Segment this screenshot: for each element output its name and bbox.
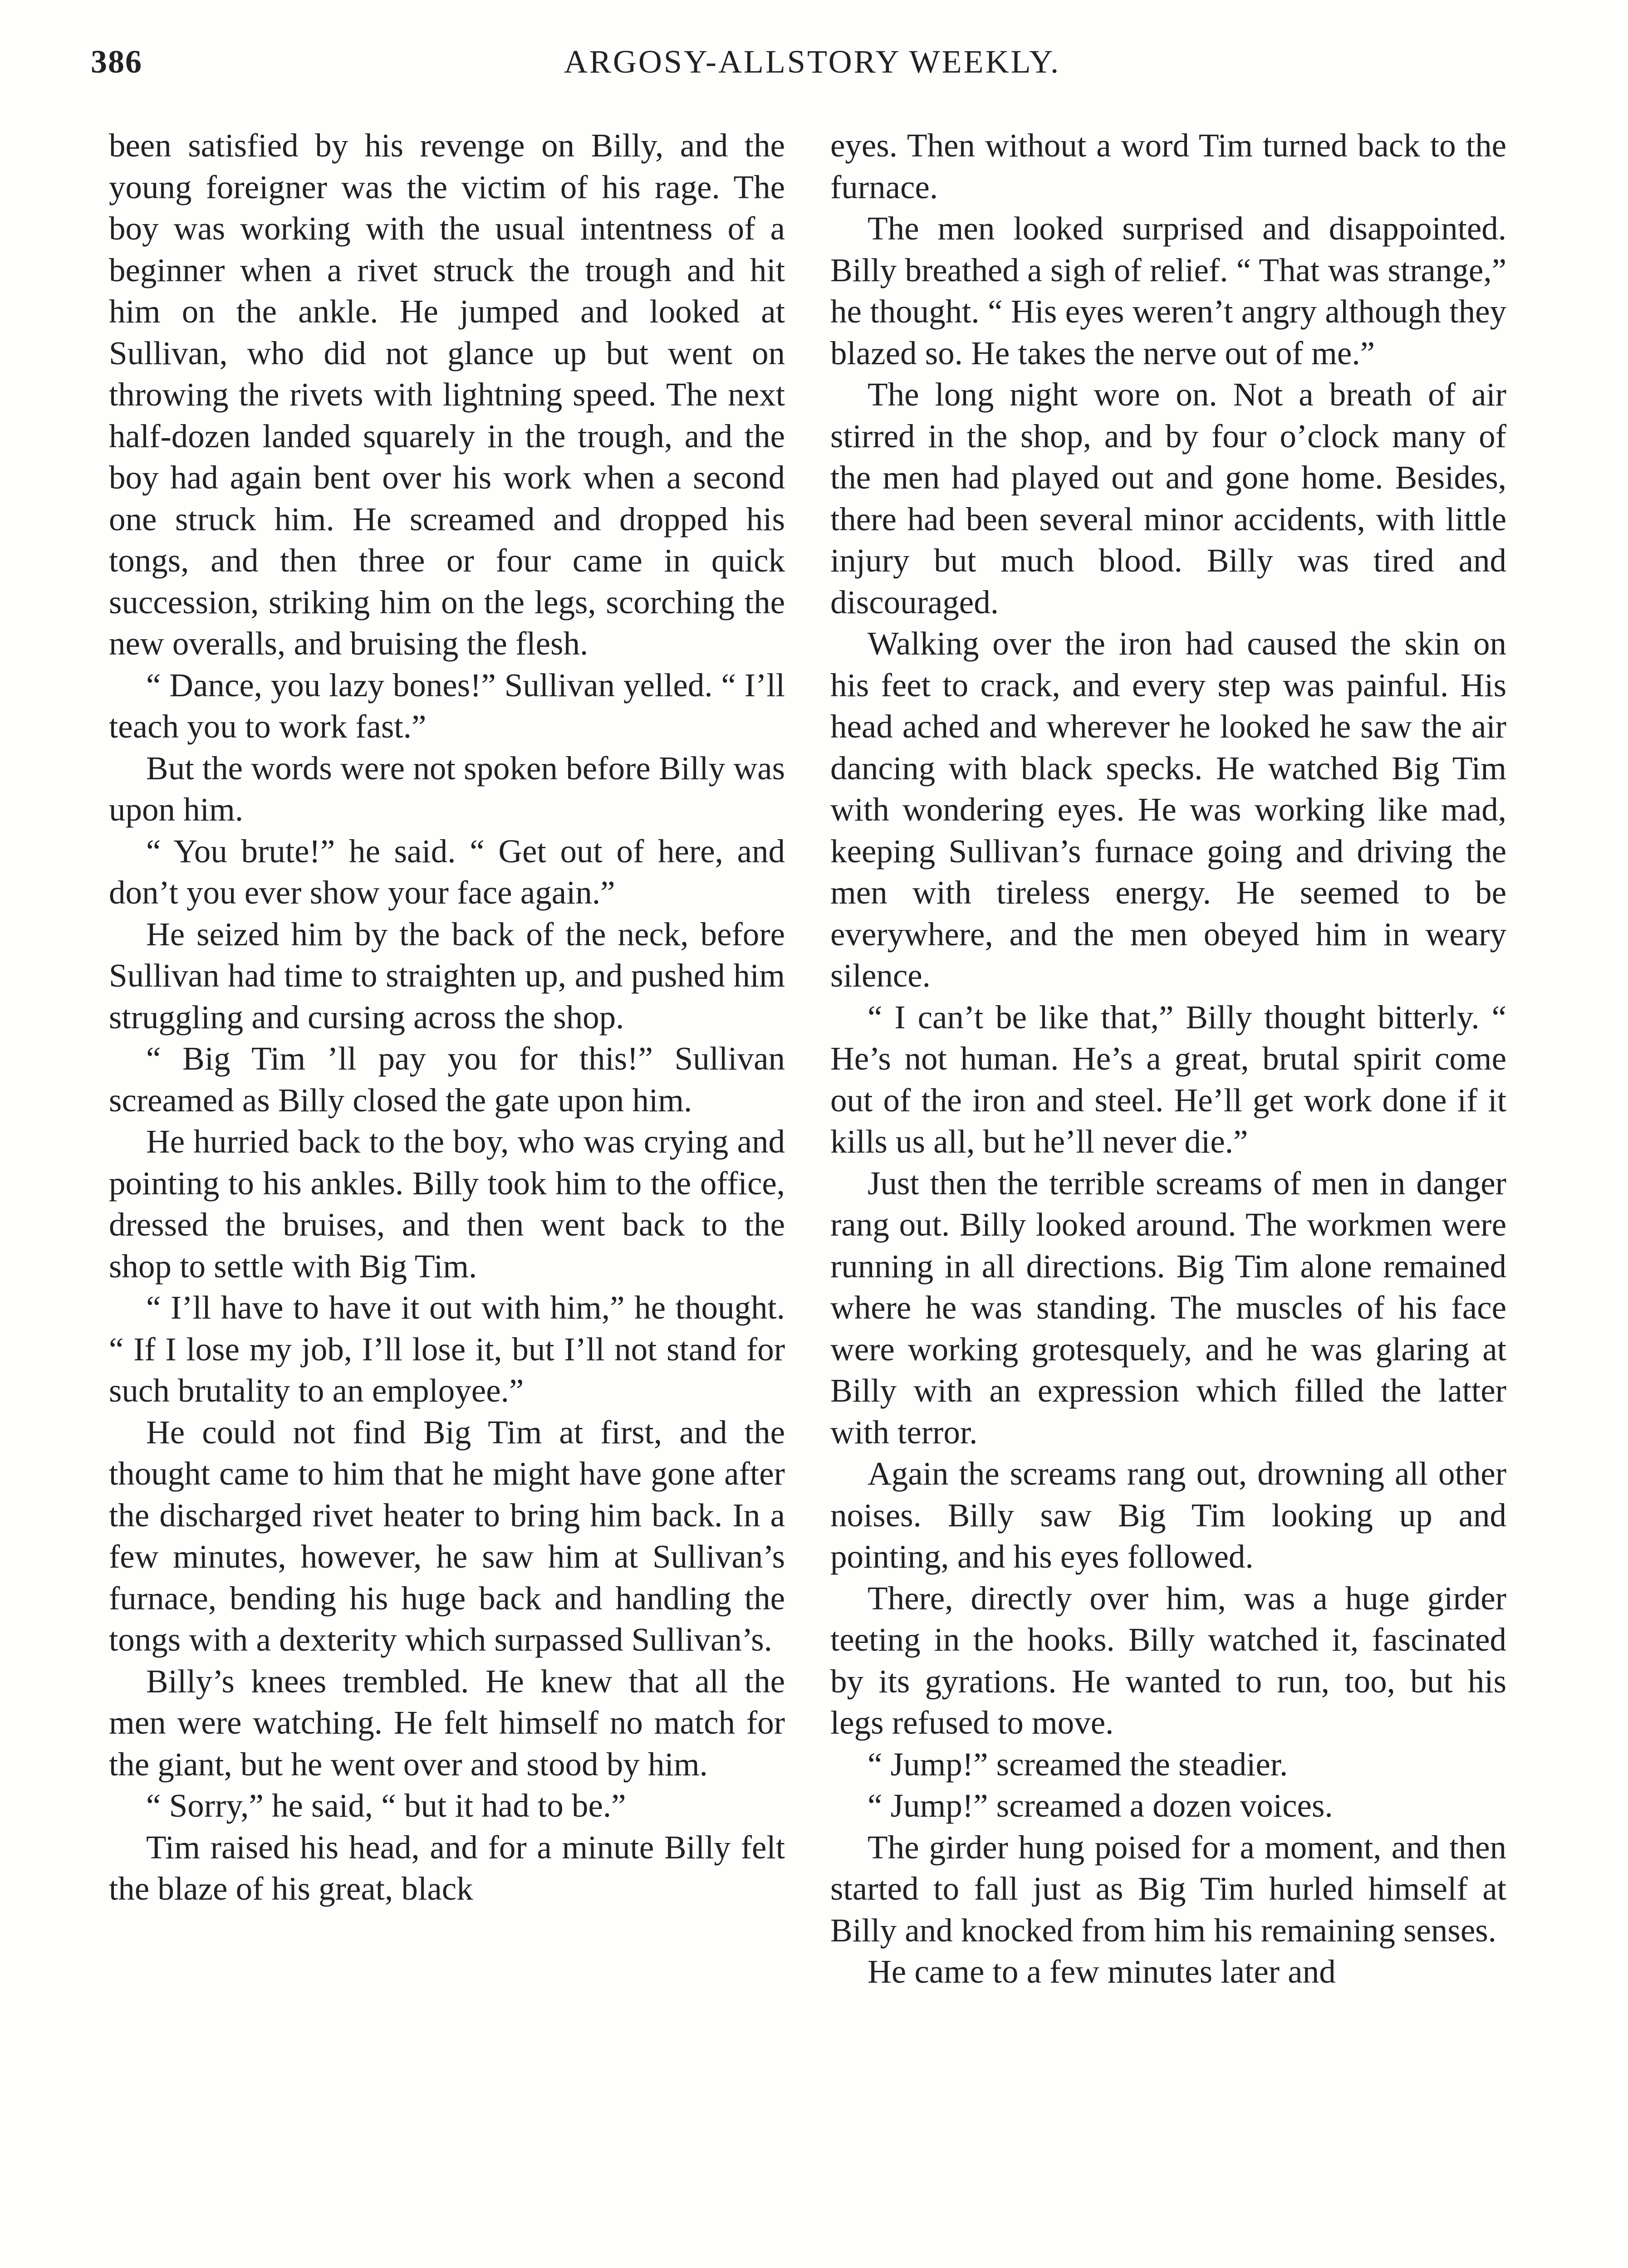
paragraph: “ I can’t be like that,” Billy thought bitterly. “ He’s not human. He’s a great, brutal spirit come out of the iron and steel. He’ll get work done if it kills us all, but he’ll never die.” <box>830 998 1506 1160</box>
paragraph: “ Jump!” screamed the steadier. <box>868 1745 1288 1783</box>
paragraph: There, directly over him, was a huge girder teeting in the hooks. Billy watched it, fascinated by its gyrations. He wanted to run, too, but his legs refused to move. <box>830 1579 1506 1741</box>
paragraph: been satisfied by his revenge on Billy, and the young foreigner was the victim of his rage. The boy was working with the usual intentness of a beginner when a rivet struck the trough and hit him on the ankle. He jumped and looked at Sullivan, who did not glance up but went on throwing the rivets with lightning speed. The next half-dozen landed squarely in the trough, and the boy had again bent over his work when a second one struck him. He screamed and dropped his tongs, and then three or four came in quick succession, striking him on the legs, scorching the new overalls, and bruising the flesh. <box>109 127 785 662</box>
paragraph: Walking over the iron had caused the skin on his feet to crack, and every step was painful. His head ached and wherever he looked he saw the air dancing with black specks. He watched Big Tim with wondering eyes. He was working like mad, keeping Sullivan’s furnace going and driving the men with tireless energy. He seemed to be everywhere, and the men obeyed him in weary silence. <box>830 625 1506 994</box>
right-column <box>830 125 1506 1993</box>
paragraph: “ Sorry,” he said, “ but it had to be.” <box>146 1787 626 1824</box>
paragraph: Billy’s knees trembled. He knew that all the men were watching. He felt himself no match for the giant, but he went over and stood by him. <box>109 1662 785 1783</box>
paragraph: The girder hung poised for a moment, and then started to fall just as Big Tim hurled himself at Billy and knocked from him his remaining senses. <box>830 1828 1506 1949</box>
page-number: 386 <box>91 44 142 80</box>
paragraph: Again the screams rang out, drowning all other noises. Billy saw Big Tim looking up and pointing, and his eyes followed. <box>830 1455 1506 1575</box>
paragraph: But the words were not spoken before Billy was upon him. <box>109 749 785 828</box>
page-header <box>91 43 1534 93</box>
paragraph: eyes. Then without a word Tim turned back to the furnace. <box>830 127 1506 205</box>
paragraph: The men looked surprised and disappointed. Billy breathed a sigh of relief. “ That was strange,” he thought. “ His eyes weren’t angry although they blazed so. He takes the nerve out of me.” <box>830 210 1506 371</box>
paragraph: Just then the terrible screams of men in danger rang out. Billy looked around. The workmen were running in all directions. Big Tim alone remained where he was standing. The muscles of his face were working grotesquely, and he was glaring at Billy with an expression which filled the latter with terror. <box>830 1164 1506 1451</box>
paragraph: “ Dance, you lazy bones!” Sullivan yelled. “ I’ll teach you to work fast.” <box>109 666 785 745</box>
paragraph: The long night wore on. Not a breath of air stirred in the shop, and by four o’clock many of the men had played out and gone home. Besides, there had been several minor accidents, with little injury but much blood. Billy was tired and discouraged. <box>830 376 1506 621</box>
paragraph: “ Big Tim ’ll pay you for this!” Sullivan screamed as Billy closed the gate upon him. <box>109 1040 785 1119</box>
paragraph: “ I’ll have to have it out with him,” he thought. “ If I lose my job, I’ll lose it, but I’ll not stand for such brutality to an employee.” <box>109 1289 785 1409</box>
paragraph: He seized him by the back of the neck, before Sullivan had time to straighten up, and pushed him struggling and cursing across the shop. <box>109 915 785 1036</box>
paragraph: He could not find Big Tim at first, and the thought came to him that he might have gone after the discharged rivet heater to bring him back. In a few minutes, however, he saw him at Sullivan’s furnace, bending his huge back and handling the tongs with a dexterity which surpassed Sullivan’s. <box>109 1413 785 1658</box>
left-column <box>109 125 785 1910</box>
paragraph: “ Jump!” screamed a dozen voices. <box>868 1787 1333 1824</box>
paragraph: He hurried back to the boy, who was crying and pointing to his ankles. Billy took him to the office, dressed the bruises, and then went back to the shop to settle with Big Tim. <box>109 1123 785 1285</box>
paragraph: He came to a few minutes later and <box>868 1953 1336 1990</box>
paragraph: Tim raised his head, and for a minute Billy felt the blaze of his great, black <box>109 1828 785 1907</box>
paragraph: “ You brute!” he said. “ Get out of here, and don’t you ever show your face again.” <box>109 832 785 911</box>
running-title: ARGOSY-ALLSTORY WEEKLY. <box>564 44 1061 80</box>
